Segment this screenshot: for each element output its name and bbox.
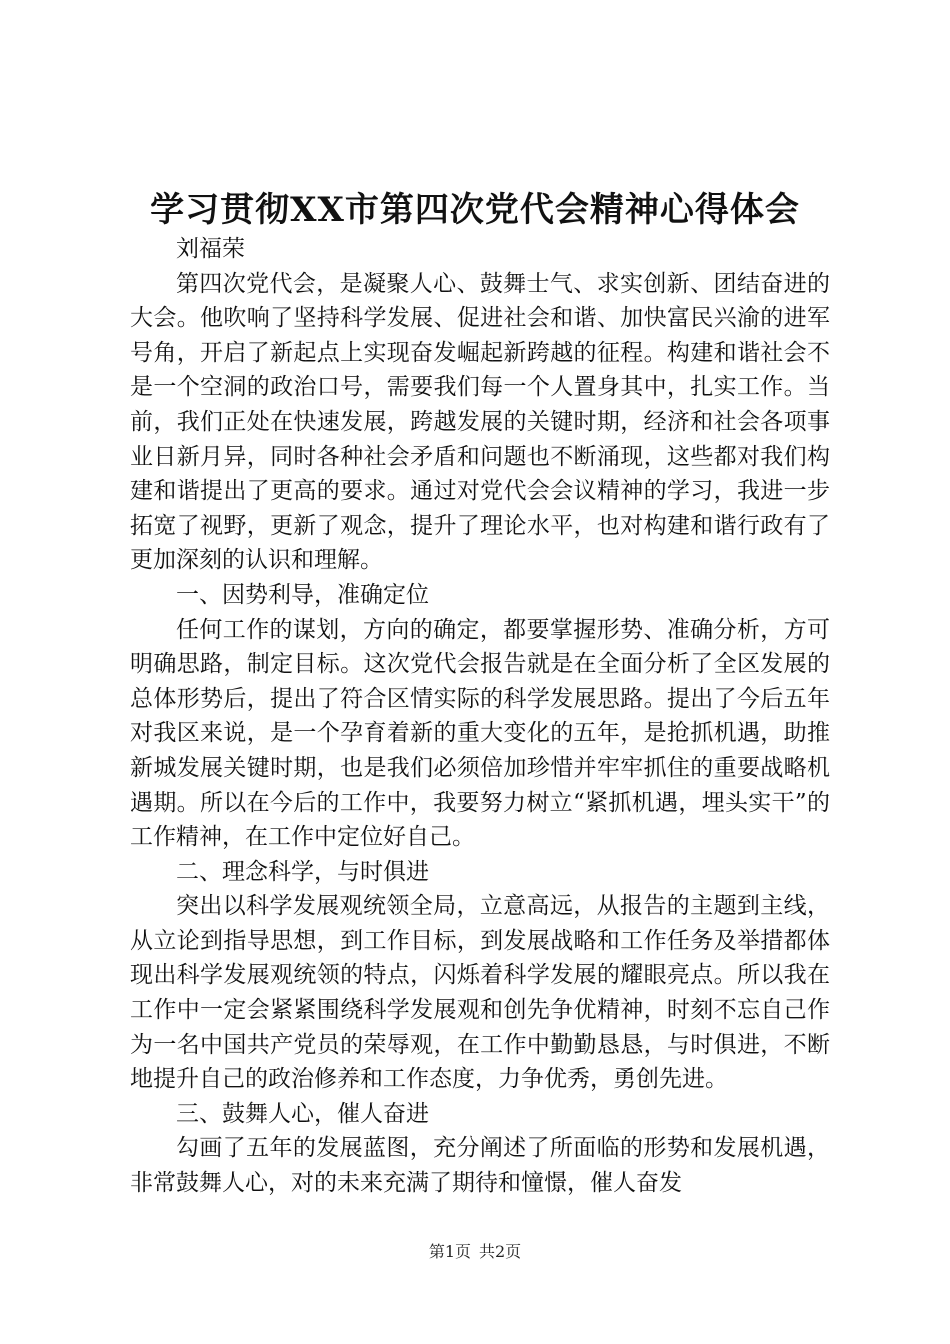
section-heading: 一、因势利导，准确定位	[176, 581, 429, 608]
paragraph: 第四次党代会，是凝聚人心、鼓舞士气、求实创新、团结奋进的大会。他吹响了坚持科学发展、促进社会和谐、加快富民兴渝的进军号角，开启了新起点上实现奋发崛起新跨越的征程。构建和谐社会不是一个空洞的政治口号，需要我们每一个人置身其中，扎实工作。当前，我们正处在快速发展，跨越发展的关键时期，经济和社会各项事业日新月异，同时各种社会矛盾和问题也不断涌现，这些都对我们构建和谐提出了更高的要求。通过对党代会会议精神的学习，我进一步拓宽了视野，更新了观念，提升了理论水平，也对构建和谐行政有了更加深刻的认识和理解。	[130, 270, 830, 574]
document-body	[130, 232, 830, 1201]
paragraph: 突出以科学发展观统领全局，立意高远，从报告的主题到主线，从立论到指导思想，到工作目标，到发展战略和工作任务及举措都体现出科学发展观统领的特点，闪烁着科学发展的耀眼亮点。所以我在工作中一定会紧紧围绕科学发展观和创先争优精神，时刻不忘自己作为一名中国共产党员的荣辱观，在工作中勤勤恳恳，与时俱进，不断地提升自己的政治修养和工作态度，力争优秀，勇创先进。	[130, 893, 830, 1093]
paragraph: 任何工作的谋划，方向的确定，都要掌握形势、准确分析，方可明确思路，制定目标。这次党代会报告就是在全面分析了全区发展的总体形势后，提出了符合区情实际的科学发展思路。提出了今后五年对我区来说，是一个孕育着新的重大变化的五年，是抢抓机遇，助推新城发展关键时期，也是我们必须倍加珍惜并牢牢抓住的重要战略机遇期。所以在今后的工作中，我要努力树立“紧抓机遇，埋头实干”的工作精神，在工作中定位好自己。	[130, 616, 830, 851]
page-number: 第1页	[428, 1242, 471, 1261]
page-title: 学习贯彻XX市第四次党代会精神心得体会	[150, 190, 800, 230]
section-heading: 三、鼓舞人心，催人奋进	[176, 1100, 429, 1127]
page-footer	[0, 1242, 950, 1262]
paragraph: 勾画了五年的发展蓝图，充分阐述了所面临的形势和发展机遇，非常鼓舞人心，对的未来充满了期待和憧憬，催人奋发	[130, 1135, 830, 1197]
page-total: 共2页	[479, 1242, 522, 1261]
section-heading: 二、理念科学，与时俱进	[176, 858, 429, 885]
author-line: 刘福荣	[176, 236, 245, 262]
